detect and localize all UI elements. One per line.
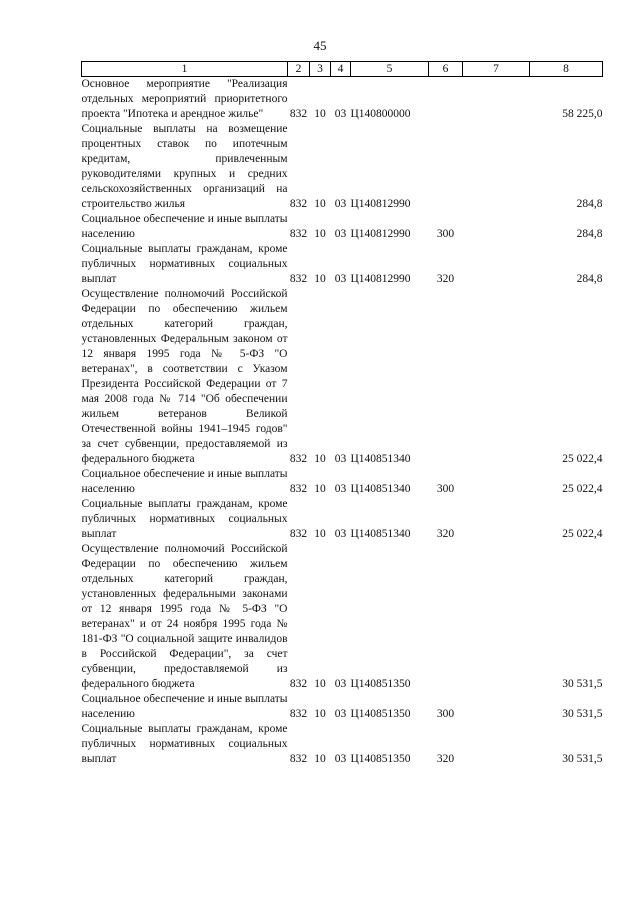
table-row bbox=[82, 497, 603, 542]
row-subsection: 03 bbox=[334, 453, 347, 465]
row-expense-type: 300 bbox=[436, 708, 455, 720]
row-grbs: 832 bbox=[289, 273, 308, 285]
page-number: 45 bbox=[313, 38, 327, 53]
row-col7 bbox=[463, 122, 530, 212]
row-grbs: 832 bbox=[289, 198, 308, 210]
row-expense-type: 320 bbox=[436, 273, 455, 285]
header-cell: 1 bbox=[82, 62, 288, 77]
row-sum: 25 022,4 bbox=[562, 528, 603, 540]
row-target-article: Ц140851340 bbox=[350, 528, 411, 540]
row-grbs: 832 bbox=[289, 753, 308, 765]
header-cell: 8 bbox=[530, 62, 603, 77]
row-grbs: 832 bbox=[289, 708, 308, 720]
row-name: Социальные выплаты на возмещение процентных ставок по ипотечным кредитам, привлеченным руководителями крупных и средних сельскохозяйственных организаций на строительство жилья bbox=[81, 123, 288, 210]
row-section: 10 bbox=[314, 528, 326, 540]
header-cell: 3 bbox=[310, 62, 331, 77]
row-target-article: Ц140851350 bbox=[350, 753, 411, 765]
table-header-row bbox=[82, 62, 603, 77]
row-name: Осуществление полномочий Российской Федерации по обеспечению жильем отдельных категорий граждан, установленных Федеральным законом от 12 января 1995 года № 5-ФЗ "О ветеранах", в соответствии с Указом Президента Российской Федерации от 7 мая 2008 года № 714 "Об обеспечении жильем ветеранов Великой Отечественной войны 1941–1945 годов" за счет субвенции, предоставляемой из федерального бюджета bbox=[81, 288, 288, 465]
row-subsection: 03 bbox=[334, 198, 347, 210]
row-name: Социальное обеспечение и иные выплаты населению bbox=[81, 468, 288, 495]
row-subsection: 03 bbox=[334, 678, 347, 690]
table-row bbox=[82, 77, 603, 123]
table-row bbox=[82, 467, 603, 497]
table-row bbox=[82, 212, 603, 242]
row-sum: 58 225,0 bbox=[562, 108, 603, 120]
row-expense-type bbox=[429, 122, 463, 212]
row-grbs: 832 bbox=[289, 108, 308, 120]
row-name: Осуществление полномочий Российской Федерации по обеспечению жильем отдельных категорий граждан, установленных федеральными законами от 12 января 1995 года № 5-ФЗ "О ветеранах" и от 24 ноября 1995 года № 181-ФЗ "О социальной защите инвалидов в Российской Федерации", за счет субвенции, предоставляемой из федерального бюджета bbox=[81, 543, 288, 690]
table-row bbox=[82, 287, 603, 467]
row-subsection: 03 bbox=[334, 273, 347, 285]
row-name: Социальные выплаты гражданам, кроме публичных нормативных социальных выплат bbox=[81, 243, 288, 285]
row-expense-type: 320 bbox=[436, 753, 455, 765]
row-section: 10 bbox=[314, 453, 326, 465]
row-expense-type bbox=[429, 77, 463, 123]
row-target-article: Ц140851350 bbox=[350, 708, 411, 720]
row-sum: 25 022,4 bbox=[562, 453, 603, 465]
row-grbs: 832 bbox=[289, 483, 308, 495]
row-subsection: 03 bbox=[334, 483, 347, 495]
row-expense-type: 300 bbox=[436, 483, 455, 495]
row-target-article: Ц140851340 bbox=[350, 453, 411, 465]
row-subsection: 03 bbox=[334, 228, 347, 240]
row-target-article: Ц140812990 bbox=[350, 198, 411, 210]
table-row bbox=[82, 542, 603, 692]
row-col7 bbox=[463, 287, 530, 467]
row-grbs: 832 bbox=[289, 528, 308, 540]
row-section: 10 bbox=[314, 678, 326, 690]
row-grbs: 832 bbox=[289, 678, 308, 690]
row-grbs: 832 bbox=[289, 453, 308, 465]
row-section: 10 bbox=[314, 273, 326, 285]
header-cell: 5 bbox=[351, 62, 429, 77]
row-subsection: 03 bbox=[334, 528, 347, 540]
row-sum: 284,8 bbox=[576, 273, 603, 285]
table-row bbox=[82, 242, 603, 287]
row-sum: 284,8 bbox=[576, 198, 603, 210]
table-row bbox=[82, 692, 603, 722]
table-row bbox=[82, 722, 603, 767]
header-cell: 6 bbox=[429, 62, 463, 77]
row-subsection: 03 bbox=[334, 708, 347, 720]
row-expense-type: 300 bbox=[436, 228, 455, 240]
row-col7 bbox=[463, 77, 530, 123]
row-name: Социальное обеспечение и иные выплаты населению bbox=[81, 693, 288, 720]
row-name: Социальные выплаты гражданам, кроме публичных нормативных социальных выплат bbox=[81, 723, 288, 765]
row-section: 10 bbox=[314, 483, 326, 495]
row-name: Основное мероприятие "Реализация отдельных мероприятий приоритетного проекта "Ипотека и арендное жилье" bbox=[81, 78, 288, 120]
row-target-article: Ц140800000 bbox=[350, 108, 411, 120]
row-col7 bbox=[463, 497, 530, 542]
row-target-article: Ц140812990 bbox=[350, 228, 411, 240]
row-name: Социальное обеспечение и иные выплаты населению bbox=[81, 213, 288, 240]
header-cell: 2 bbox=[288, 62, 310, 77]
row-col7 bbox=[463, 692, 530, 722]
header-cell: 7 bbox=[463, 62, 530, 77]
row-section: 10 bbox=[314, 108, 326, 120]
row-col7 bbox=[463, 467, 530, 497]
row-sum: 30 531,5 bbox=[562, 753, 603, 765]
row-target-article: Ц140851350 bbox=[350, 678, 411, 690]
row-subsection: 03 bbox=[334, 753, 347, 765]
row-section: 10 bbox=[314, 753, 326, 765]
row-sum: 30 531,5 bbox=[562, 678, 603, 690]
header-cell: 4 bbox=[331, 62, 351, 77]
row-expense-type bbox=[429, 287, 463, 467]
row-col7 bbox=[463, 722, 530, 767]
row-sum: 25 022,4 bbox=[562, 483, 603, 495]
row-sum: 30 531,5 bbox=[562, 708, 603, 720]
row-col7 bbox=[463, 212, 530, 242]
row-target-article: Ц140851340 bbox=[350, 483, 411, 495]
row-sum: 284,8 bbox=[576, 228, 603, 240]
row-expense-type: 320 bbox=[436, 528, 455, 540]
budget-table bbox=[81, 61, 603, 767]
row-target-article: Ц140812990 bbox=[350, 273, 411, 285]
row-section: 10 bbox=[314, 708, 326, 720]
row-grbs: 832 bbox=[289, 228, 308, 240]
table-row bbox=[82, 122, 603, 212]
row-col7 bbox=[463, 242, 530, 287]
row-col7 bbox=[463, 542, 530, 692]
row-section: 10 bbox=[314, 198, 326, 210]
row-expense-type bbox=[429, 542, 463, 692]
row-name: Социальные выплаты гражданам, кроме публичных нормативных социальных выплат bbox=[81, 498, 288, 540]
row-subsection: 03 bbox=[334, 108, 347, 120]
row-section: 10 bbox=[314, 228, 326, 240]
